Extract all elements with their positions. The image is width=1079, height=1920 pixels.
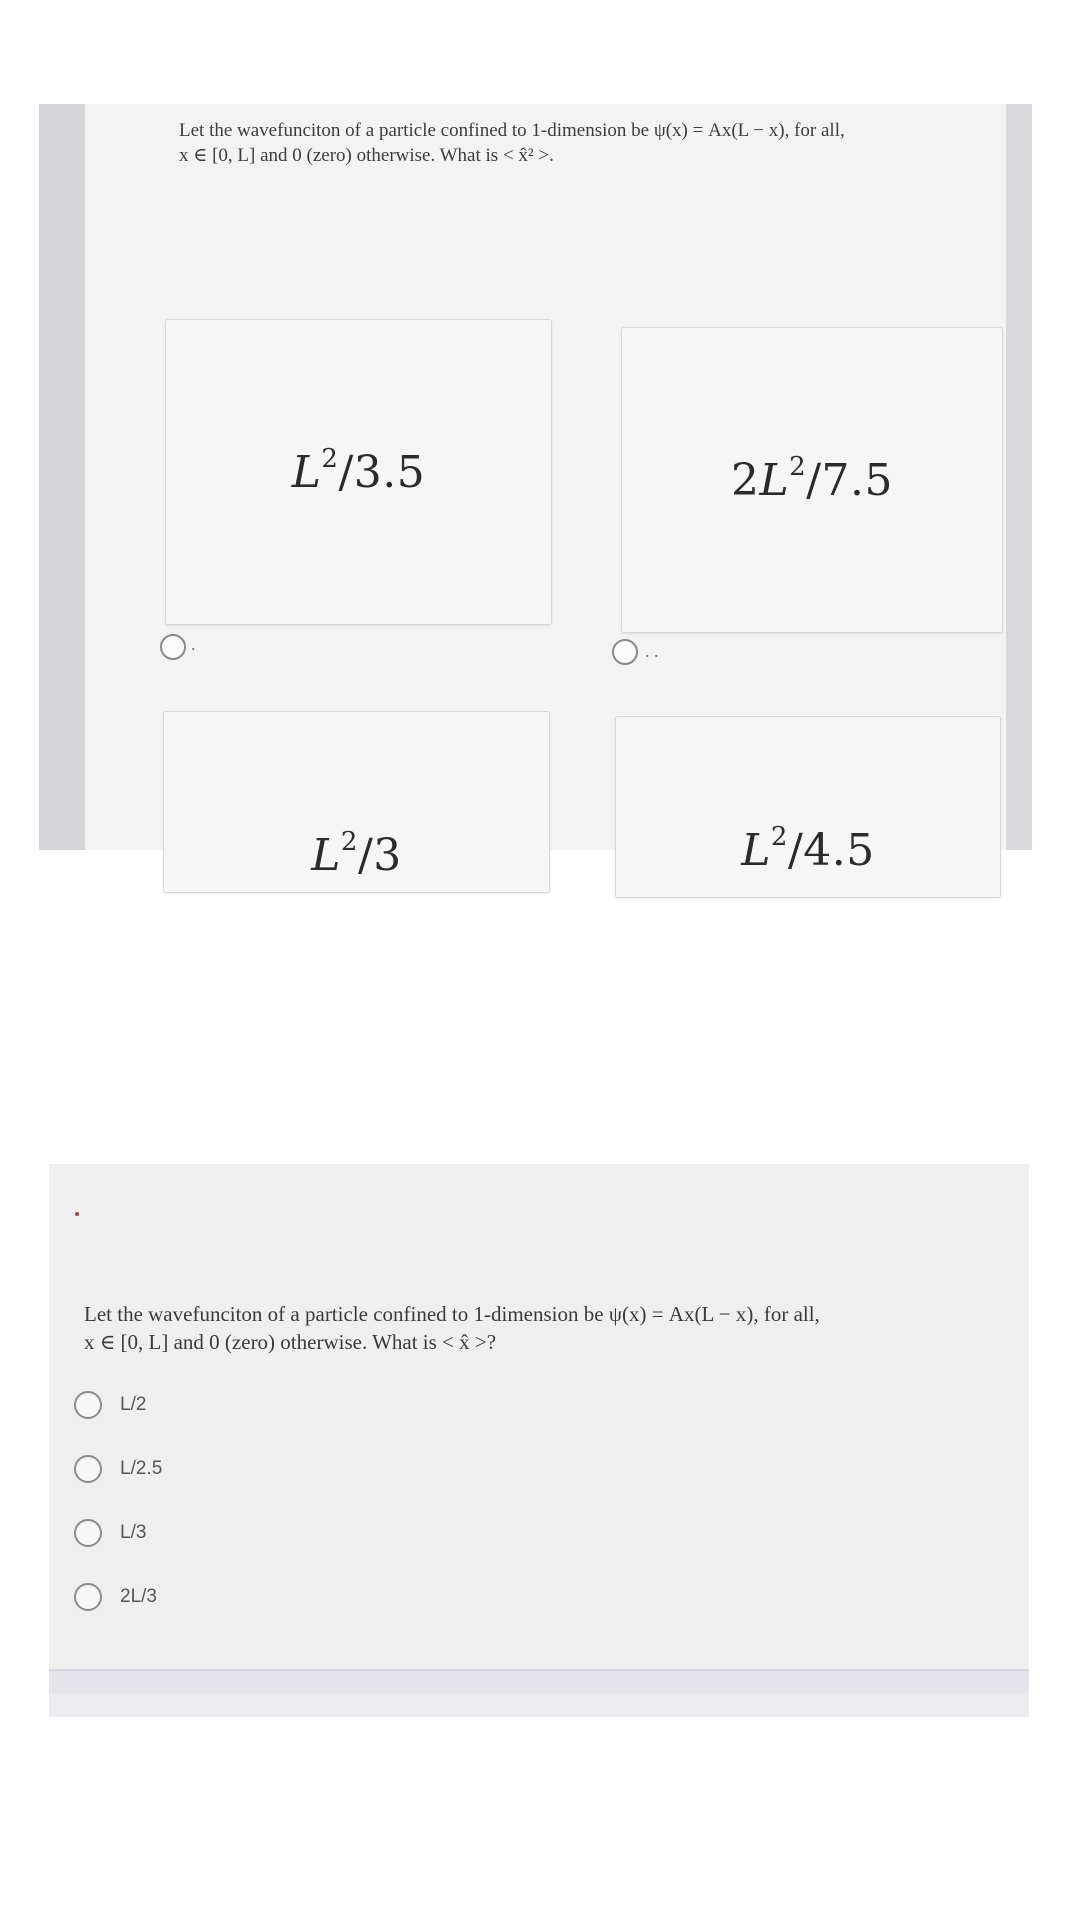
option-row[interactable]: [74, 1453, 162, 1485]
option-label: L/2: [120, 1394, 147, 1415]
option-row[interactable]: [74, 1517, 146, 1549]
question-text: [179, 118, 1009, 168]
question-text-line1: Let the wavefunciton of a particle confined to 1-dimension be ψ(x) = Ax(L − x), for all,: [84, 1302, 820, 1326]
marker-dot: [75, 1212, 79, 1216]
question-text-line2: x ∈ [0, L] and 0 (zero) otherwise. What is < x̂ >?: [84, 1330, 497, 1354]
left-gutter: [39, 104, 85, 850]
question-text-line2: x ∈ [0, L] and 0 (zero) otherwise. What is < x̂² >.: [179, 145, 554, 166]
option-row[interactable]: [74, 1581, 157, 1613]
option-label: L/3: [120, 1522, 147, 1543]
radio-option-3[interactable]: [74, 1519, 102, 1547]
right-gutter: [1006, 104, 1032, 850]
choice-card-b[interactable]: [621, 327, 1003, 633]
choice-formula-a: $L^2/3.5$: [291, 443, 426, 498]
radio-suffix-a: .: [191, 634, 196, 654]
question-text-line1: Let the wavefunciton of a particle confined to 1-dimension be ψ(x) = Ax(L − x), for all,: [179, 120, 845, 141]
question-text: [84, 1300, 1014, 1356]
footer-bar-inner: [49, 1693, 1029, 1717]
option-label: 2L/3: [120, 1586, 157, 1607]
radio-suffix-b: . .: [645, 641, 659, 661]
choice-card-a[interactable]: [165, 319, 552, 625]
radio-option-4[interactable]: [74, 1583, 102, 1611]
choice-card-c[interactable]: [163, 711, 550, 893]
question-panel-top: [39, 104, 1032, 881]
choice-formula-c: $L^2/3$: [311, 827, 402, 881]
radio-option-1[interactable]: [74, 1391, 102, 1419]
radio-choice-b[interactable]: [612, 639, 638, 665]
choice-card-d[interactable]: [615, 716, 1001, 898]
option-row[interactable]: [74, 1389, 146, 1421]
radio-option-2[interactable]: [74, 1455, 102, 1483]
choice-formula-b: $2L^2/7.5$: [730, 451, 894, 506]
radio-choice-a[interactable]: [160, 634, 186, 660]
question-panel-bottom: [49, 1164, 1029, 1717]
choice-formula-d: $L^2/4.5$: [741, 822, 875, 876]
option-label: L/2.5: [120, 1458, 163, 1479]
footer-bar: [49, 1669, 1029, 1717]
